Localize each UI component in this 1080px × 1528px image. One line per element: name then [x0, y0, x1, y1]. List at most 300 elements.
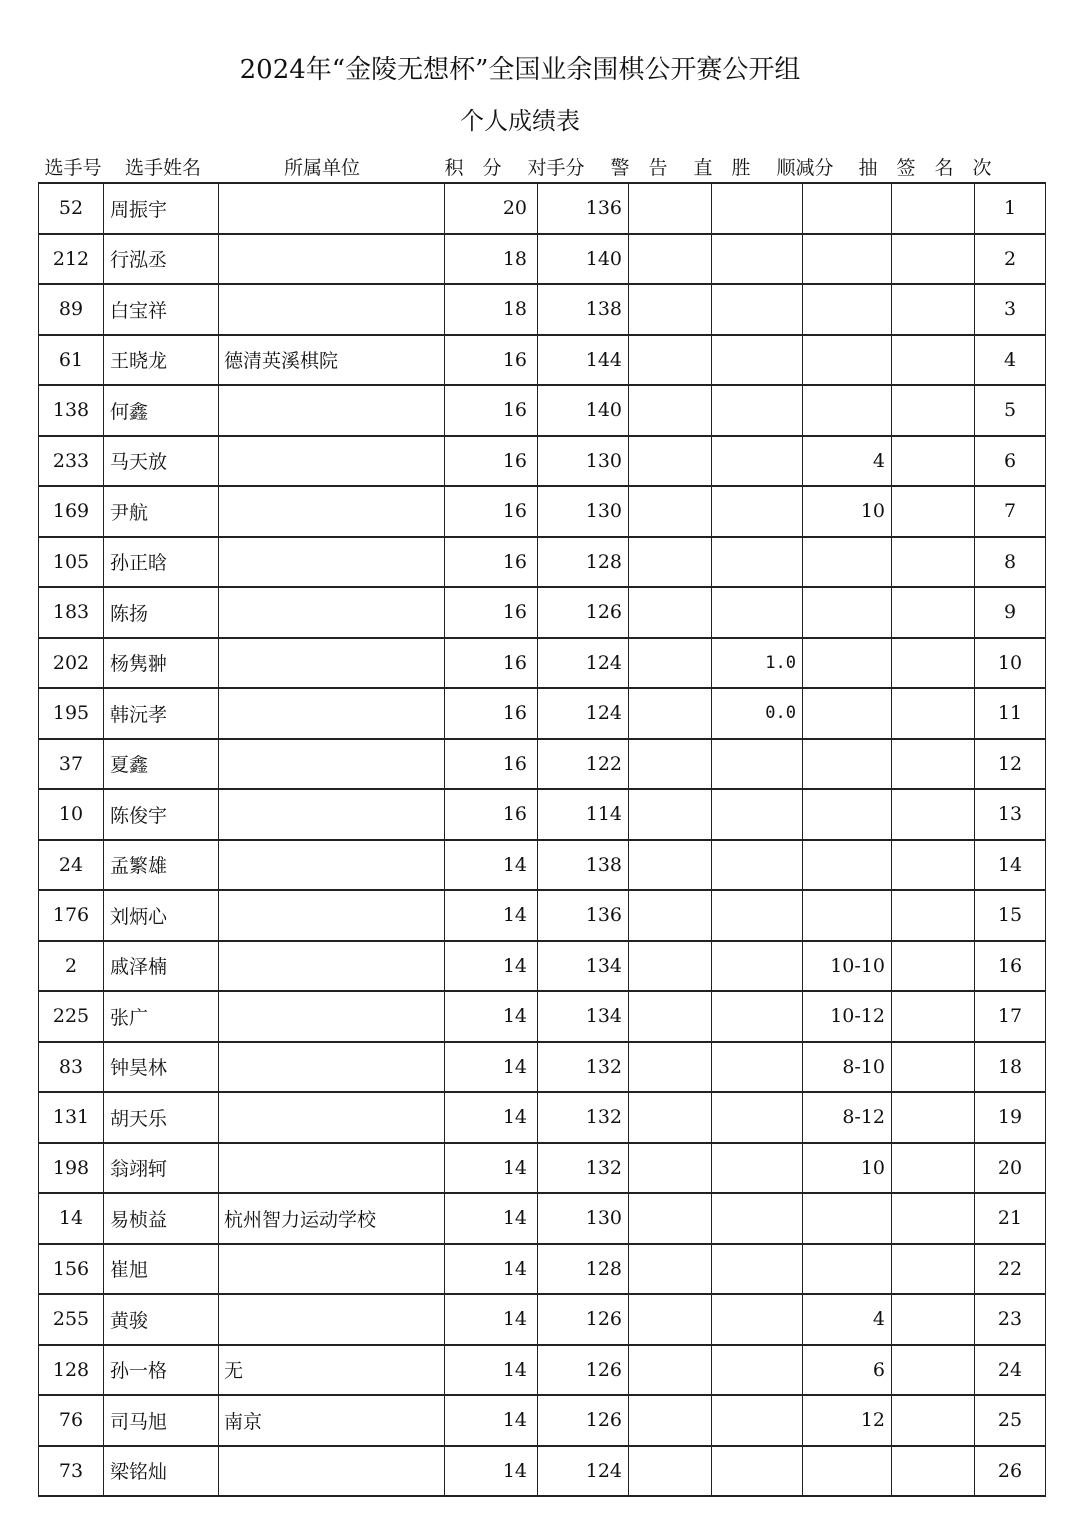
player-number-cell: 61 [39, 335, 104, 386]
player-number-cell: 138 [39, 385, 104, 436]
rank-cell: 23 [975, 1294, 1046, 1345]
sb-score-cell [803, 890, 892, 941]
opponent-score-cell: 124 [538, 688, 629, 739]
page-title: 2024年“金陵无想杯”全国业余围棋公开赛公开组 [239, 55, 801, 85]
sb-score-cell [803, 638, 892, 689]
table-row [39, 1244, 1046, 1295]
warning-cell [629, 1244, 712, 1295]
player-name-cell: 戚泽楠 [104, 941, 219, 992]
table-row [39, 234, 1046, 285]
table-row [39, 941, 1046, 992]
sb-score-cell [803, 183, 892, 234]
draw-lot-cell [892, 385, 975, 436]
score-cell: 14 [445, 1193, 538, 1244]
warning-cell [629, 1092, 712, 1143]
score-cell: 16 [445, 739, 538, 790]
header-draw-lot: 抽 签 [858, 157, 916, 179]
rank-cell: 12 [975, 739, 1046, 790]
rank-cell: 16 [975, 941, 1046, 992]
rank-cell: 19 [975, 1092, 1046, 1143]
draw-lot-cell [892, 1193, 975, 1244]
header-affiliation: 所属单位 [283, 157, 360, 179]
sb-score-cell [803, 335, 892, 386]
score-cell: 16 [445, 537, 538, 588]
score-cell: 14 [445, 941, 538, 992]
table-row [39, 587, 1046, 638]
opponent-score-cell: 124 [538, 638, 629, 689]
warning-cell [629, 840, 712, 891]
table-row [39, 284, 1046, 335]
score-cell: 18 [445, 234, 538, 285]
score-cell: 18 [445, 284, 538, 335]
table-row [39, 840, 1046, 891]
opponent-score-cell: 126 [538, 1345, 629, 1396]
direct-win-cell [712, 1042, 803, 1093]
direct-win-cell [712, 486, 803, 537]
results-table [38, 182, 1046, 1497]
score-cell: 16 [445, 789, 538, 840]
direct-win-cell [712, 991, 803, 1042]
sb-score-cell: 6 [803, 1345, 892, 1396]
opponent-score-cell: 136 [538, 890, 629, 941]
score-cell: 14 [445, 1345, 538, 1396]
sb-score-cell [803, 1193, 892, 1244]
results-table-body [39, 183, 1046, 1496]
rank-cell: 20 [975, 1143, 1046, 1194]
affiliation-cell [219, 890, 445, 941]
player-name-cell: 陈俊宇 [104, 789, 219, 840]
score-cell: 20 [445, 183, 538, 234]
player-name-cell: 张广 [104, 991, 219, 1042]
warning-cell [629, 385, 712, 436]
direct-win-cell [712, 1294, 803, 1345]
affiliation-cell [219, 840, 445, 891]
affiliation-cell [219, 638, 445, 689]
player-name-cell: 胡天乐 [104, 1092, 219, 1143]
rank-cell: 2 [975, 234, 1046, 285]
table-row [39, 1395, 1046, 1446]
player-name-cell: 翁翊轲 [104, 1143, 219, 1194]
player-name-cell: 周振宇 [104, 183, 219, 234]
sb-score-cell [803, 537, 892, 588]
draw-lot-cell [892, 1294, 975, 1345]
header-sb-score: 顺减分 [776, 157, 834, 179]
warning-cell [629, 1143, 712, 1194]
table-row [39, 688, 1046, 739]
score-cell: 14 [445, 1042, 538, 1093]
player-number-cell: 225 [39, 991, 104, 1042]
opponent-score-cell: 140 [538, 234, 629, 285]
player-number-cell: 73 [39, 1446, 104, 1497]
warning-cell [629, 183, 712, 234]
draw-lot-cell [892, 284, 975, 335]
direct-win-cell [712, 335, 803, 386]
player-name-cell: 尹航 [104, 486, 219, 537]
rank-cell: 13 [975, 789, 1046, 840]
opponent-score-cell: 128 [538, 1244, 629, 1295]
header-direct-win: 直 胜 [693, 157, 751, 179]
affiliation-cell [219, 436, 445, 487]
opponent-score-cell: 124 [538, 1446, 629, 1497]
opponent-score-cell: 130 [538, 1193, 629, 1244]
player-number-cell: 202 [39, 638, 104, 689]
warning-cell [629, 739, 712, 790]
rank-cell: 22 [975, 1244, 1046, 1295]
score-cell: 16 [445, 335, 538, 386]
opponent-score-cell: 114 [538, 789, 629, 840]
warning-cell [629, 436, 712, 487]
draw-lot-cell [892, 183, 975, 234]
sb-score-cell [803, 284, 892, 335]
sb-score-cell: 10 [803, 486, 892, 537]
player-number-cell: 76 [39, 1395, 104, 1446]
affiliation-cell [219, 688, 445, 739]
player-number-cell: 176 [39, 890, 104, 941]
draw-lot-cell [892, 1395, 975, 1446]
opponent-score-cell: 136 [538, 183, 629, 234]
draw-lot-cell [892, 1042, 975, 1093]
warning-cell [629, 234, 712, 285]
direct-win-cell: 1.0 [712, 638, 803, 689]
rank-cell: 9 [975, 587, 1046, 638]
table-row [39, 1143, 1046, 1194]
draw-lot-cell [892, 840, 975, 891]
draw-lot-cell [892, 486, 975, 537]
direct-win-cell [712, 537, 803, 588]
direct-win-cell [712, 890, 803, 941]
opponent-score-cell: 132 [538, 1042, 629, 1093]
player-name-cell: 行泓丞 [104, 234, 219, 285]
affiliation-cell [219, 739, 445, 790]
opponent-score-cell: 130 [538, 486, 629, 537]
opponent-score-cell: 126 [538, 587, 629, 638]
direct-win-cell [712, 739, 803, 790]
affiliation-cell [219, 991, 445, 1042]
table-row [39, 789, 1046, 840]
header-player-number: 选手号 [44, 157, 102, 179]
rank-cell: 17 [975, 991, 1046, 1042]
affiliation-cell [219, 385, 445, 436]
sb-score-cell: 10 [803, 1143, 892, 1194]
player-number-cell: 89 [39, 284, 104, 335]
direct-win-cell [712, 789, 803, 840]
warning-cell [629, 1042, 712, 1093]
table-row [39, 1042, 1046, 1093]
affiliation-cell [219, 1294, 445, 1345]
score-cell: 14 [445, 1092, 538, 1143]
sb-score-cell: 4 [803, 1294, 892, 1345]
rank-cell: 6 [975, 436, 1046, 487]
player-name-cell: 陈扬 [104, 587, 219, 638]
player-number-cell: 37 [39, 739, 104, 790]
player-number-cell: 131 [39, 1092, 104, 1143]
draw-lot-cell [892, 638, 975, 689]
warning-cell [629, 1193, 712, 1244]
affiliation-cell [219, 1244, 445, 1295]
score-cell: 14 [445, 890, 538, 941]
player-name-cell: 黄骏 [104, 1294, 219, 1345]
affiliation-cell [219, 234, 445, 285]
score-cell: 16 [445, 587, 538, 638]
draw-lot-cell [892, 436, 975, 487]
opponent-score-cell: 126 [538, 1395, 629, 1446]
affiliation-cell: 杭州智力运动学校 [219, 1193, 445, 1244]
rank-cell: 1 [975, 183, 1046, 234]
direct-win-cell [712, 1244, 803, 1295]
affiliation-cell [219, 789, 445, 840]
table-row [39, 1294, 1046, 1345]
score-cell: 16 [445, 385, 538, 436]
player-name-cell: 孙一格 [104, 1345, 219, 1396]
player-number-cell: 105 [39, 537, 104, 588]
table-row [39, 890, 1046, 941]
player-name-cell: 易桢益 [104, 1193, 219, 1244]
draw-lot-cell [892, 688, 975, 739]
sb-score-cell [803, 587, 892, 638]
sb-score-cell: 8-10 [803, 1042, 892, 1093]
score-cell: 16 [445, 486, 538, 537]
direct-win-cell [712, 1092, 803, 1143]
score-cell: 14 [445, 991, 538, 1042]
draw-lot-cell [892, 537, 975, 588]
header-score: 积 分 [444, 157, 502, 179]
player-name-cell: 杨隽翀 [104, 638, 219, 689]
player-name-cell: 夏鑫 [104, 739, 219, 790]
player-name-cell: 韩沅孝 [104, 688, 219, 739]
sb-score-cell: 4 [803, 436, 892, 487]
sb-score-cell: 12 [803, 1395, 892, 1446]
header-opponent-score: 对手分 [527, 157, 585, 179]
warning-cell [629, 638, 712, 689]
player-name-cell: 崔旭 [104, 1244, 219, 1295]
direct-win-cell [712, 183, 803, 234]
warning-cell [629, 991, 712, 1042]
player-name-cell: 刘炳心 [104, 890, 219, 941]
player-number-cell: 212 [39, 234, 104, 285]
player-number-cell: 195 [39, 688, 104, 739]
warning-cell [629, 941, 712, 992]
score-cell: 14 [445, 1294, 538, 1345]
table-row [39, 1092, 1046, 1143]
warning-cell [629, 1395, 712, 1446]
player-number-cell: 14 [39, 1193, 104, 1244]
draw-lot-cell [892, 739, 975, 790]
opponent-score-cell: 126 [538, 1294, 629, 1345]
rank-cell: 18 [975, 1042, 1046, 1093]
score-cell: 16 [445, 688, 538, 739]
header-player-name: 选手姓名 [124, 157, 201, 179]
sb-score-cell [803, 840, 892, 891]
player-name-cell: 王晓龙 [104, 335, 219, 386]
affiliation-cell [219, 486, 445, 537]
draw-lot-cell [892, 1446, 975, 1497]
draw-lot-cell [892, 789, 975, 840]
opponent-score-cell: 132 [538, 1143, 629, 1194]
warning-cell [629, 1446, 712, 1497]
sb-score-cell: 8-12 [803, 1092, 892, 1143]
opponent-score-cell: 130 [538, 436, 629, 487]
table-header [0, 153, 1080, 183]
table-row [39, 436, 1046, 487]
table-row [39, 335, 1046, 386]
rank-cell: 10 [975, 638, 1046, 689]
rank-cell: 7 [975, 486, 1046, 537]
player-name-cell: 马天放 [104, 436, 219, 487]
rank-cell: 8 [975, 537, 1046, 588]
affiliation-cell: 无 [219, 1345, 445, 1396]
rank-cell: 3 [975, 284, 1046, 335]
direct-win-cell [712, 1446, 803, 1497]
score-cell: 14 [445, 1143, 538, 1194]
direct-win-cell [712, 1193, 803, 1244]
table-row [39, 537, 1046, 588]
draw-lot-cell [892, 1345, 975, 1396]
opponent-score-cell: 128 [538, 537, 629, 588]
table-row [39, 486, 1046, 537]
affiliation-cell [219, 1042, 445, 1093]
table-row [39, 1446, 1046, 1497]
score-cell: 14 [445, 1244, 538, 1295]
sb-score-cell [803, 739, 892, 790]
rank-cell: 14 [975, 840, 1046, 891]
sb-score-cell [803, 385, 892, 436]
draw-lot-cell [892, 234, 975, 285]
warning-cell [629, 284, 712, 335]
direct-win-cell [712, 234, 803, 285]
opponent-score-cell: 134 [538, 991, 629, 1042]
warning-cell [629, 1294, 712, 1345]
sb-score-cell [803, 1244, 892, 1295]
affiliation-cell [219, 941, 445, 992]
rank-cell: 5 [975, 385, 1046, 436]
sb-score-cell: 10-12 [803, 991, 892, 1042]
direct-win-cell [712, 284, 803, 335]
player-name-cell: 梁铭灿 [104, 1446, 219, 1497]
rank-cell: 26 [975, 1446, 1046, 1497]
affiliation-cell [219, 537, 445, 588]
table-row [39, 638, 1046, 689]
direct-win-cell [712, 436, 803, 487]
rank-cell: 15 [975, 890, 1046, 941]
player-number-cell: 128 [39, 1345, 104, 1396]
table-row [39, 991, 1046, 1042]
draw-lot-cell [892, 1092, 975, 1143]
player-name-cell: 何鑫 [104, 385, 219, 436]
direct-win-cell [712, 1143, 803, 1194]
sb-score-cell: 10-10 [803, 941, 892, 992]
player-number-cell: 2 [39, 941, 104, 992]
player-name-cell: 孙正晗 [104, 537, 219, 588]
sb-score-cell [803, 234, 892, 285]
draw-lot-cell [892, 941, 975, 992]
table-row [39, 385, 1046, 436]
rank-cell: 25 [975, 1395, 1046, 1446]
affiliation-cell [219, 183, 445, 234]
affiliation-cell [219, 1092, 445, 1143]
affiliation-cell [219, 284, 445, 335]
player-number-cell: 52 [39, 183, 104, 234]
affiliation-cell [219, 1446, 445, 1497]
rank-cell: 24 [975, 1345, 1046, 1396]
score-cell: 16 [445, 638, 538, 689]
score-cell: 14 [445, 840, 538, 891]
score-cell: 14 [445, 1395, 538, 1446]
opponent-score-cell: 140 [538, 385, 629, 436]
direct-win-cell [712, 840, 803, 891]
warning-cell [629, 587, 712, 638]
player-name-cell: 孟繁雄 [104, 840, 219, 891]
opponent-score-cell: 134 [538, 941, 629, 992]
direct-win-cell [712, 385, 803, 436]
player-number-cell: 233 [39, 436, 104, 487]
player-number-cell: 169 [39, 486, 104, 537]
rank-cell: 21 [975, 1193, 1046, 1244]
opponent-score-cell: 138 [538, 840, 629, 891]
direct-win-cell [712, 587, 803, 638]
player-number-cell: 83 [39, 1042, 104, 1093]
draw-lot-cell [892, 1244, 975, 1295]
player-number-cell: 255 [39, 1294, 104, 1345]
draw-lot-cell [892, 1143, 975, 1194]
table-row [39, 1193, 1046, 1244]
rank-cell: 4 [975, 335, 1046, 386]
direct-win-cell [712, 941, 803, 992]
player-name-cell: 白宝祥 [104, 284, 219, 335]
rank-cell: 11 [975, 688, 1046, 739]
draw-lot-cell [892, 587, 975, 638]
player-name-cell: 司马旭 [104, 1395, 219, 1446]
player-number-cell: 156 [39, 1244, 104, 1295]
player-number-cell: 10 [39, 789, 104, 840]
player-name-cell: 钟昊林 [104, 1042, 219, 1093]
opponent-score-cell: 132 [538, 1092, 629, 1143]
player-number-cell: 24 [39, 840, 104, 891]
direct-win-cell [712, 1395, 803, 1446]
warning-cell [629, 486, 712, 537]
opponent-score-cell: 122 [538, 739, 629, 790]
warning-cell [629, 688, 712, 739]
warning-cell [629, 537, 712, 588]
affiliation-cell [219, 1143, 445, 1194]
page-subtitle: 个人成绩表 [460, 107, 580, 135]
player-number-cell: 183 [39, 587, 104, 638]
draw-lot-cell [892, 335, 975, 386]
warning-cell [629, 890, 712, 941]
affiliation-cell: 南京 [219, 1395, 445, 1446]
draw-lot-cell [892, 890, 975, 941]
warning-cell [629, 1345, 712, 1396]
header-rank: 名 次 [934, 157, 992, 179]
sb-score-cell [803, 1446, 892, 1497]
header-warning: 警 告 [610, 157, 668, 179]
sb-score-cell [803, 789, 892, 840]
score-cell: 14 [445, 1446, 538, 1497]
draw-lot-cell [892, 991, 975, 1042]
affiliation-cell: 德清英溪棋院 [219, 335, 445, 386]
warning-cell [629, 335, 712, 386]
direct-win-cell: 0.0 [712, 688, 803, 739]
table-row [39, 739, 1046, 790]
opponent-score-cell: 138 [538, 284, 629, 335]
player-number-cell: 198 [39, 1143, 104, 1194]
table-row [39, 1345, 1046, 1396]
table-row [39, 183, 1046, 234]
affiliation-cell [219, 587, 445, 638]
score-cell: 16 [445, 436, 538, 487]
warning-cell [629, 789, 712, 840]
opponent-score-cell: 144 [538, 335, 629, 386]
direct-win-cell [712, 1345, 803, 1396]
